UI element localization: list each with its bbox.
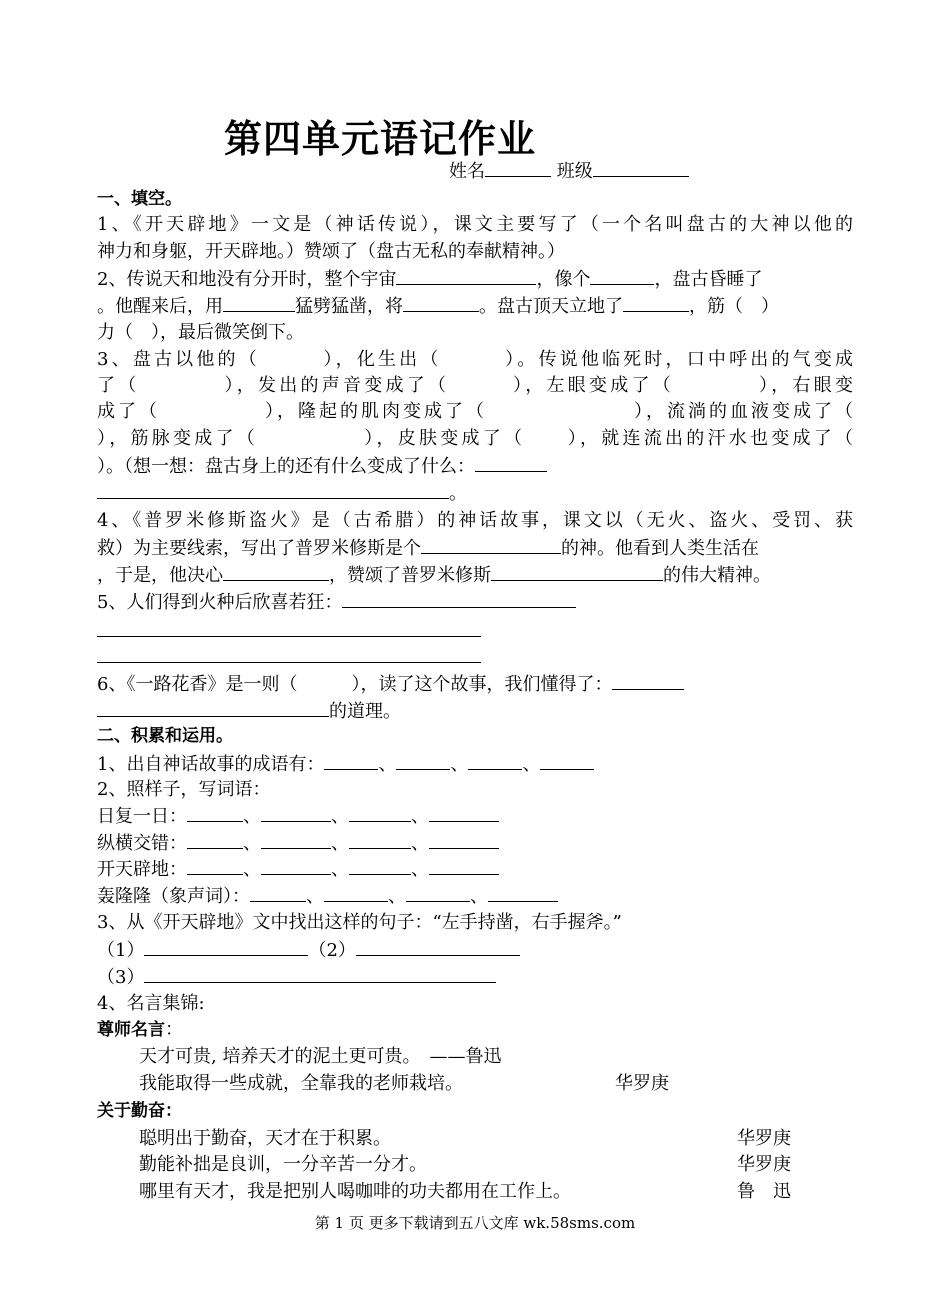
quote-3: 聪明出于勤奋，天才在于积累。	[139, 1128, 391, 1149]
s2-q1: 1、出自神话故事的成语有： 、 、 、	[97, 751, 594, 778]
q4-text: ，于是，他决心	[97, 565, 223, 586]
diligence-heading: 关于勤奋：	[97, 1101, 182, 1121]
q2-text: 猛劈猛凿，将	[295, 296, 403, 317]
quote-3-author: 华罗庚	[737, 1128, 791, 1149]
q3-line3: 成了（ ），隆起的肌肉变成了（ ），流淌的血液变成了（	[97, 401, 853, 422]
page-footer: 第 1 页 更多下载请到五八文库 wk.58sms.com	[314, 1214, 636, 1232]
student-info	[449, 158, 689, 185]
blank[interactable]	[349, 830, 411, 849]
class-blank[interactable]	[593, 158, 689, 177]
blank[interactable]	[590, 266, 654, 285]
answer-label: （2）	[308, 940, 356, 961]
quote-4: 勤能补拙是良训，一分辛苦一分才。	[139, 1154, 427, 1175]
q2-text: 2、传说天和地没有分开时，整个宇宙	[97, 269, 397, 290]
quote-5-author: 鲁 迅	[737, 1181, 791, 1202]
blank[interactable]	[468, 751, 522, 770]
blank[interactable]	[403, 293, 479, 312]
name-label: 姓名	[449, 161, 485, 182]
name-blank[interactable]	[485, 158, 551, 177]
blank[interactable]	[144, 937, 308, 956]
blank[interactable]	[187, 803, 243, 822]
section2-heading: 二、积累和运用。	[97, 726, 233, 746]
blank[interactable]	[540, 751, 594, 770]
idiom-label: 日复一日：	[97, 806, 187, 827]
blank[interactable]	[97, 644, 481, 663]
q2-line3: 力（ ），最后微笑倒下。	[97, 322, 304, 343]
blank[interactable]	[491, 562, 663, 581]
blank[interactable]	[475, 453, 547, 472]
q3-line1: 3、盘古以他的（ ），化生出（ ）。传说他临死时，口中呼出的气变成	[97, 349, 853, 370]
quote-4-author: 华罗庚	[737, 1154, 791, 1175]
q4-line1: 4、《普罗米修斯盗火》是（古希腊）的神话故事，课文以（无火、盗火、受罚、获	[97, 510, 853, 531]
quote-2-author: 华罗庚	[615, 1073, 669, 1094]
q2-text: ，像个	[536, 269, 591, 290]
q4-line2	[97, 535, 759, 562]
blank[interactable]	[261, 830, 331, 849]
teacher-quotes-heading	[97, 1017, 183, 1043]
q1-line1: 1、《开天辟地》一文是（神话传说），课文主要写了（一个名叫盘古的大神以他的	[97, 214, 853, 235]
s2-q3-answers-row1	[97, 937, 520, 964]
idiom-row-3: 开天辟地： 、 、 、	[97, 856, 499, 883]
class-label: 班级	[556, 161, 593, 182]
idiom-row-1: 日复一日： 、 、 、	[97, 803, 499, 830]
answer-label: （3）	[97, 967, 145, 988]
quote-2: 我能取得一些成就，全靠我的老师栽培。	[139, 1073, 463, 1094]
s2-q2: 2、照样子，写词语：	[97, 779, 271, 800]
blank[interactable]	[144, 964, 496, 983]
blank[interactable]	[223, 562, 329, 581]
q4-text: 的神。他看到人类生活在	[561, 538, 759, 559]
blank[interactable]	[429, 856, 499, 875]
q1-line2: 神力和身躯，开天辟地。）赞颂了（盘古无私的奉献精神。）	[97, 241, 565, 262]
q3-line5	[97, 453, 547, 480]
blank[interactable]	[261, 803, 331, 822]
q3-line6	[97, 480, 467, 507]
q3-text: ）。（想一想：盘古身上的还有什么变成了什么：	[97, 456, 475, 477]
s2-q1-text: 1、出自神话故事的成语有：	[97, 754, 325, 775]
idiom-label: 轰隆隆（象声词）：	[97, 886, 250, 907]
q4-line3	[97, 562, 771, 589]
q2-line1	[97, 266, 762, 293]
q2-text: ，筋（ ）	[689, 296, 779, 317]
blank[interactable]	[97, 480, 449, 499]
q4-text: 的伟大精神。	[663, 565, 771, 586]
teacher-heading: 尊师名言	[97, 1020, 165, 1040]
q6-text: 的道理。	[329, 701, 401, 722]
blank[interactable]	[187, 856, 243, 875]
q5-text: 5、人们得到火种后欣喜若狂：	[97, 592, 343, 613]
q3-text: 。	[449, 483, 467, 504]
q3-line2: 了（ ），发出的声音变成了（ ），左眼变成了（ ），右眼变	[97, 375, 853, 396]
s2-q3: 3、从《开天辟地》文中找出这样的句子：“左手持凿，右手握斧。”	[97, 912, 622, 933]
blank[interactable]	[342, 589, 576, 608]
q5-line1	[97, 589, 576, 616]
blank[interactable]	[324, 883, 388, 902]
blank[interactable]	[223, 293, 295, 312]
idiom-label: 纵横交错：	[97, 833, 187, 854]
q2-text: ，盘古昏睡了	[654, 269, 763, 290]
blank[interactable]	[623, 293, 689, 312]
s2-q3-answers-row2	[97, 964, 496, 991]
idiom-row-2: 纵横交错： 、 、 、	[97, 830, 499, 857]
blank[interactable]	[396, 266, 536, 285]
q2-text: 。他醒来后，用	[97, 296, 223, 317]
blank[interactable]	[429, 803, 499, 822]
page-title: 第四单元语记作业	[223, 117, 536, 161]
colon: ：	[165, 1019, 183, 1040]
blank[interactable]	[349, 856, 411, 875]
blank[interactable]	[429, 830, 499, 849]
q6-line2	[97, 698, 401, 725]
answer-label: （1）	[97, 940, 145, 961]
q2-text: 。盘古顶天立地了	[479, 296, 623, 317]
q3-line4: ），筋脉变成了（ ），皮肤变成了（ ），就连流出的汗水也变成了（	[97, 428, 853, 449]
quote-5: 哪里有天才，我是把别人喝咖啡的功夫都用在工作上。	[139, 1181, 571, 1202]
section1-heading: 一、填空。	[97, 189, 182, 209]
q4-text: ，赞颂了普罗米修斯	[329, 565, 491, 586]
quote-1: 天才可贵, 培养天才的泥土更可贵。 ——鲁迅	[139, 1046, 502, 1067]
blank[interactable]	[187, 830, 243, 849]
blank[interactable]	[250, 883, 306, 902]
q5-line3	[97, 644, 481, 671]
q2-line2	[97, 293, 779, 320]
q6-text: 6、《一路花香》是一则（ ），读了这个故事，我们懂得了：	[97, 674, 613, 695]
blank[interactable]	[406, 883, 470, 902]
blank[interactable]	[421, 535, 561, 554]
blank[interactable]	[612, 671, 684, 690]
idiom-row-4: 轰隆隆（象声词）： 、 、 、	[97, 883, 558, 910]
q5-line2	[97, 618, 481, 645]
idiom-label: 开天辟地：	[97, 859, 187, 880]
blank[interactable]	[356, 937, 520, 956]
blank[interactable]	[349, 803, 411, 822]
blank[interactable]	[261, 856, 331, 875]
q6-line1	[97, 671, 684, 698]
blank[interactable]	[97, 618, 481, 637]
blank[interactable]	[488, 883, 558, 902]
blank[interactable]	[396, 751, 450, 770]
blank[interactable]	[324, 751, 378, 770]
s2-q4: 4、名言集锦:	[97, 993, 205, 1014]
blank[interactable]	[97, 698, 329, 717]
q4-text: 救）为主要线索，写出了普罗米修斯是个	[97, 538, 421, 559]
